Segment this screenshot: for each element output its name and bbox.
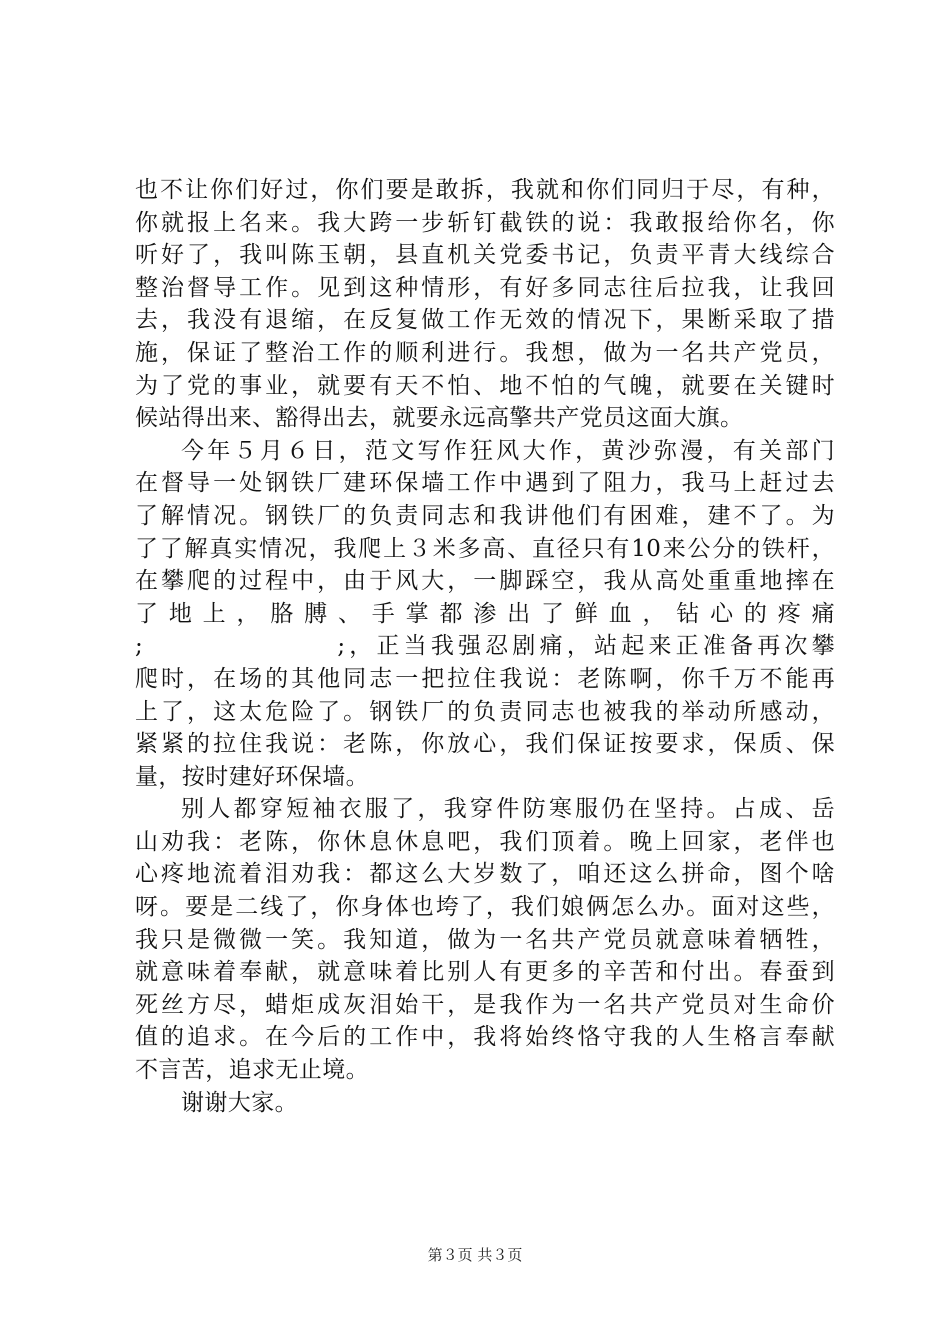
text-line: 我只是微微一笑。我知道，做为一名共产党员就意味着牺牲，: [135, 926, 835, 953]
text-line: 量，按时建好环保墙。: [135, 763, 369, 790]
text-line: 候站得出来、豁得出去，就要永远高擎共产党员这面大旗。: [135, 405, 744, 432]
text-line: 你就报上名来。我大跨一步斩钉截铁的说：我敢报给你名，你: [135, 209, 835, 236]
text-line: 在攀爬的过程中，由于风大，一脚踩空，我从高处重重地摔在: [135, 568, 835, 595]
paragraph-first-line: 今年５月６日，范文写作狂风大作，黄沙弥漫，有关部门: [181, 437, 835, 464]
text-line: 上了，这太危险了。钢铁厂的负责同志也被我的举动所感动，: [135, 698, 835, 725]
text-line: 紧紧的拉住我说：老陈，你放心，我们保证按要求，保质、保: [135, 731, 835, 758]
body-text: [135, 174, 835, 1119]
text-line: 死丝方尽，蜡炬成灰泪始干，是我作为一名共产党员对生命价: [135, 991, 835, 1018]
text-line: 听好了，我叫陈玉朝，县直机关党委书记，负责平青大线综合: [135, 242, 835, 269]
text-line: 也不让你们好过，你们要是敢拆，我就和你们同归于尽，有种，: [135, 177, 835, 203]
text-line: 去，我没有退缩，在反复做工作无效的情况下，果断采取了措: [135, 307, 835, 334]
text-line: 呀。要是二线了，你身体也垮了，我们娘俩怎么办。面对这些，: [135, 894, 835, 921]
paragraph-first-line: 别人都穿短袖衣服了，我穿件防寒服仍在坚持。占成、岳: [181, 796, 835, 823]
text-line: 爬时，在场的其他同志一把拉住我说：老陈啊，你千万不能再: [135, 665, 835, 692]
text-line: 山劝我：老陈，你休息休息吧，我们顶着。晚上回家，老伴也: [135, 828, 835, 855]
text-line: ; ;，正当我强忍剧痛，站起来正准备再次攀: [135, 633, 835, 660]
text-line: 施，保证了整治工作的顺利进行。我想，做为一名共产党员，: [135, 339, 835, 366]
text-line: 不言苦，追求无止境。: [135, 1057, 369, 1084]
text-line: 就意味着奉献，就意味着比别人有更多的辛苦和付出。春蚕到: [135, 959, 835, 986]
text-line: 整治督导工作。见到这种情形，有好多同志往后拉我，让我回: [135, 274, 835, 301]
text-line: 了 地 上 ， 胳 膊 、 手 掌 都 渗 出 了 鲜 血 ， 钻 心 的 疼 痛: [135, 600, 835, 627]
text-line: 了了解真实情况，我爬上３米多高、直径只有10来公分的铁杆，: [135, 535, 835, 562]
text-line: 了解情况。钢铁厂的负责同志和我讲他们有困难，建不了。为: [135, 502, 835, 529]
page-footer: 第３页 共３页: [427, 1246, 523, 1264]
text-line: 为了党的事业，就要有天不怕、地不怕的气魄，就要在关键时: [135, 372, 835, 399]
text-line: 值的追求。在今后的工作中，我将始终恪守我的人生格言奉献: [135, 1024, 835, 1051]
closing-line: 谢谢大家。: [181, 1089, 298, 1116]
text-line: 在督导一处钢铁厂建环保墙工作中遇到了阻力，我马上赶过去: [135, 470, 835, 497]
text-line: 心疼地流着泪劝我：都这么大岁数了，咱还这么拼命，图个啥: [135, 861, 835, 888]
